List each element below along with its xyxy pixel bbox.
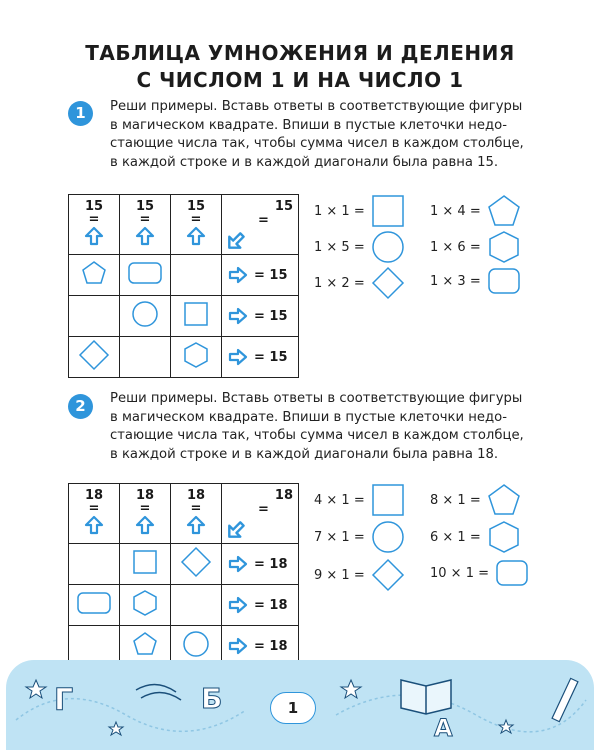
arrow-up-icon: [186, 515, 206, 535]
footer-letter: Г: [54, 683, 74, 718]
column-sum-cell: [120, 484, 171, 544]
example-1-6: [430, 266, 521, 296]
example-1-5: [314, 266, 405, 300]
grid-cell[interactable]: [120, 585, 171, 626]
row-sum: = 15: [254, 267, 288, 283]
page-title: [0, 40, 600, 94]
pentagon-icon[interactable]: [487, 194, 521, 228]
magic-square-1: [68, 194, 299, 378]
pencil-icon: [552, 678, 578, 721]
page-number: 1: [270, 692, 316, 724]
column-sum-cell: [171, 484, 222, 544]
column-sum: 18: [186, 488, 206, 503]
column-sum: 15: [186, 199, 206, 214]
arrow-right-icon: [228, 555, 248, 573]
equals-sign: =: [258, 502, 269, 517]
circle-icon[interactable]: [371, 520, 405, 554]
title-line-1: ТАБЛИЦА УМНОЖЕНИЯ И ДЕЛЕНИЯ: [85, 41, 515, 65]
grid-cell[interactable]: [120, 255, 171, 296]
example-text: 1 × 1 =: [314, 203, 365, 219]
column-sum-cell: [120, 195, 171, 255]
circle-icon: [182, 630, 210, 658]
example-1-2: [430, 194, 521, 228]
diagonal-sum: 18: [274, 488, 293, 503]
footer-letter: А: [434, 714, 453, 742]
hexagon-icon[interactable]: [487, 520, 521, 554]
hexagon-icon: [131, 589, 159, 617]
rounded-rect-icon: [76, 590, 112, 616]
diagonal-sum-cell: [222, 484, 299, 544]
task-1-line: в магическом квадрате. Впиши в пустые клеточки недо-: [110, 117, 507, 133]
row-sum: = 15: [254, 308, 288, 324]
pentagon-icon[interactable]: [487, 483, 521, 517]
grid-cell[interactable]: [69, 544, 120, 585]
pentagon-icon: [132, 631, 158, 657]
task-2-line: в магическом квадрате. Впиши в пустые клеточки недо-: [110, 409, 507, 425]
rounded-rect-icon[interactable]: [495, 558, 529, 588]
example-2-3: [314, 520, 405, 554]
arrow-right-icon: [228, 266, 248, 284]
arrow-right-icon: [228, 307, 248, 325]
star-icon: [109, 722, 123, 735]
example-2-6: [430, 558, 529, 588]
example-text: 1 × 2 =: [314, 275, 365, 291]
row-sum-cell: [222, 585, 299, 626]
square-icon: [132, 549, 158, 575]
pentagon-icon: [81, 260, 107, 286]
task-2-line: в каждой строке и в каждой диагонали была равна 18.: [110, 446, 499, 462]
row-sum-cell: [222, 255, 299, 296]
example-2-2: [430, 483, 521, 517]
column-sum-cell: [69, 484, 120, 544]
row-sum: = 18: [254, 638, 288, 654]
square-icon[interactable]: [371, 194, 405, 228]
column-sum-cell: [171, 195, 222, 255]
example-text: 1 × 4 =: [430, 203, 481, 219]
arrow-diagonal-icon: [226, 518, 248, 540]
example-text: 6 × 1 =: [430, 529, 481, 545]
grid-cell[interactable]: [69, 255, 120, 296]
grid-cell[interactable]: [171, 337, 222, 378]
grid-cell[interactable]: [120, 544, 171, 585]
example-2-5: [314, 558, 405, 592]
arrow-up-icon: [135, 515, 155, 535]
arrow-up-icon: [84, 515, 104, 535]
star-icon: [499, 720, 513, 733]
hexagon-icon: [182, 341, 210, 369]
diamond-icon[interactable]: [371, 558, 405, 592]
square-icon[interactable]: [371, 483, 405, 517]
grid-cell[interactable]: [120, 337, 171, 378]
column-sum: 15: [84, 199, 104, 214]
grid-cell[interactable]: [171, 585, 222, 626]
example-1-1: [314, 194, 405, 228]
task-1-line: в каждой строке и в каждой диагонали была равна 15.: [110, 154, 499, 170]
task-2-text: [110, 390, 530, 464]
equals-sign: =: [139, 501, 151, 516]
circle-icon: [131, 300, 159, 328]
equals-sign: =: [190, 501, 202, 516]
task-1-text: [110, 98, 530, 172]
square-icon: [183, 301, 209, 327]
row-sum: = 18: [254, 597, 288, 613]
column-sum: 18: [84, 488, 104, 503]
diagonal-sum: 15: [274, 199, 293, 214]
equals-sign: =: [258, 213, 269, 228]
diamond-icon: [78, 339, 110, 371]
equals-sign: =: [190, 212, 202, 227]
title-line-2: С ЧИСЛОМ 1 И НА ЧИСЛО 1: [136, 68, 464, 92]
grid-cell[interactable]: [120, 296, 171, 337]
arrow-diagonal-icon: [226, 229, 248, 251]
grid-cell[interactable]: [69, 296, 120, 337]
equals-sign: =: [88, 501, 100, 516]
row-sum: = 18: [254, 556, 288, 572]
example-text: 9 × 1 =: [314, 567, 365, 583]
task-1-number-badge: 1: [68, 101, 93, 126]
column-sum: 15: [135, 199, 155, 214]
example-1-3: [314, 230, 405, 264]
arrow-up-icon: [84, 226, 104, 246]
row-sum-cell: [222, 296, 299, 337]
example-text: 1 × 5 =: [314, 239, 365, 255]
row-sum: = 15: [254, 349, 288, 365]
row-sum-cell: [222, 337, 299, 378]
arrow-right-icon: [228, 596, 248, 614]
example-text: 1 × 3 =: [430, 273, 481, 289]
grid-cell[interactable]: [69, 337, 120, 378]
footer-letter: Б: [201, 682, 223, 715]
diagonal-sum-cell: [222, 195, 299, 255]
example-2-4: [430, 520, 521, 554]
task-2-line: стающие числа так, чтобы сумма чисел в каждом столбце,: [110, 428, 524, 443]
row-sum-cell: [222, 544, 299, 585]
diamond-icon[interactable]: [371, 266, 405, 300]
arrow-right-icon: [228, 348, 248, 366]
example-text: 10 × 1 =: [430, 565, 489, 581]
task-2-number-badge: 2: [68, 394, 93, 419]
arrow-up-icon: [135, 226, 155, 246]
arrow-up-icon: [186, 226, 206, 246]
hexagon-icon[interactable]: [487, 230, 521, 264]
grid-cell[interactable]: [69, 585, 120, 626]
column-sum: 18: [135, 488, 155, 503]
star-icon: [26, 680, 46, 698]
diamond-icon: [180, 546, 212, 578]
task-1-line: Реши примеры. Вставь ответы в соответствующие фигуры: [110, 99, 523, 114]
star-icon: [341, 680, 361, 698]
example-text: 4 × 1 =: [314, 492, 365, 508]
example-text: 7 × 1 =: [314, 529, 365, 545]
rounded-rect-icon: [127, 260, 163, 286]
example-text: 1 × 6 =: [430, 239, 481, 255]
example-2-1: [314, 483, 405, 517]
task-2-line: Реши примеры. Вставь ответы в соответствующие фигуры: [110, 391, 523, 406]
column-sum-cell: [69, 195, 120, 255]
magic-square-2: [68, 483, 299, 667]
arrow-right-icon: [228, 637, 248, 655]
book-icon: [401, 680, 451, 714]
circle-icon[interactable]: [371, 230, 405, 264]
example-1-4: [430, 230, 521, 264]
grid-cell[interactable]: [171, 544, 222, 585]
example-text: 8 × 1 =: [430, 492, 481, 508]
equals-sign: =: [88, 212, 100, 227]
grid-cell[interactable]: [171, 255, 222, 296]
task-1-line: стающие числа так, чтобы сумма чисел в каждом столбце,: [110, 136, 524, 151]
grid-cell[interactable]: [171, 296, 222, 337]
equals-sign: =: [139, 212, 151, 227]
rounded-rect-icon[interactable]: [487, 266, 521, 296]
